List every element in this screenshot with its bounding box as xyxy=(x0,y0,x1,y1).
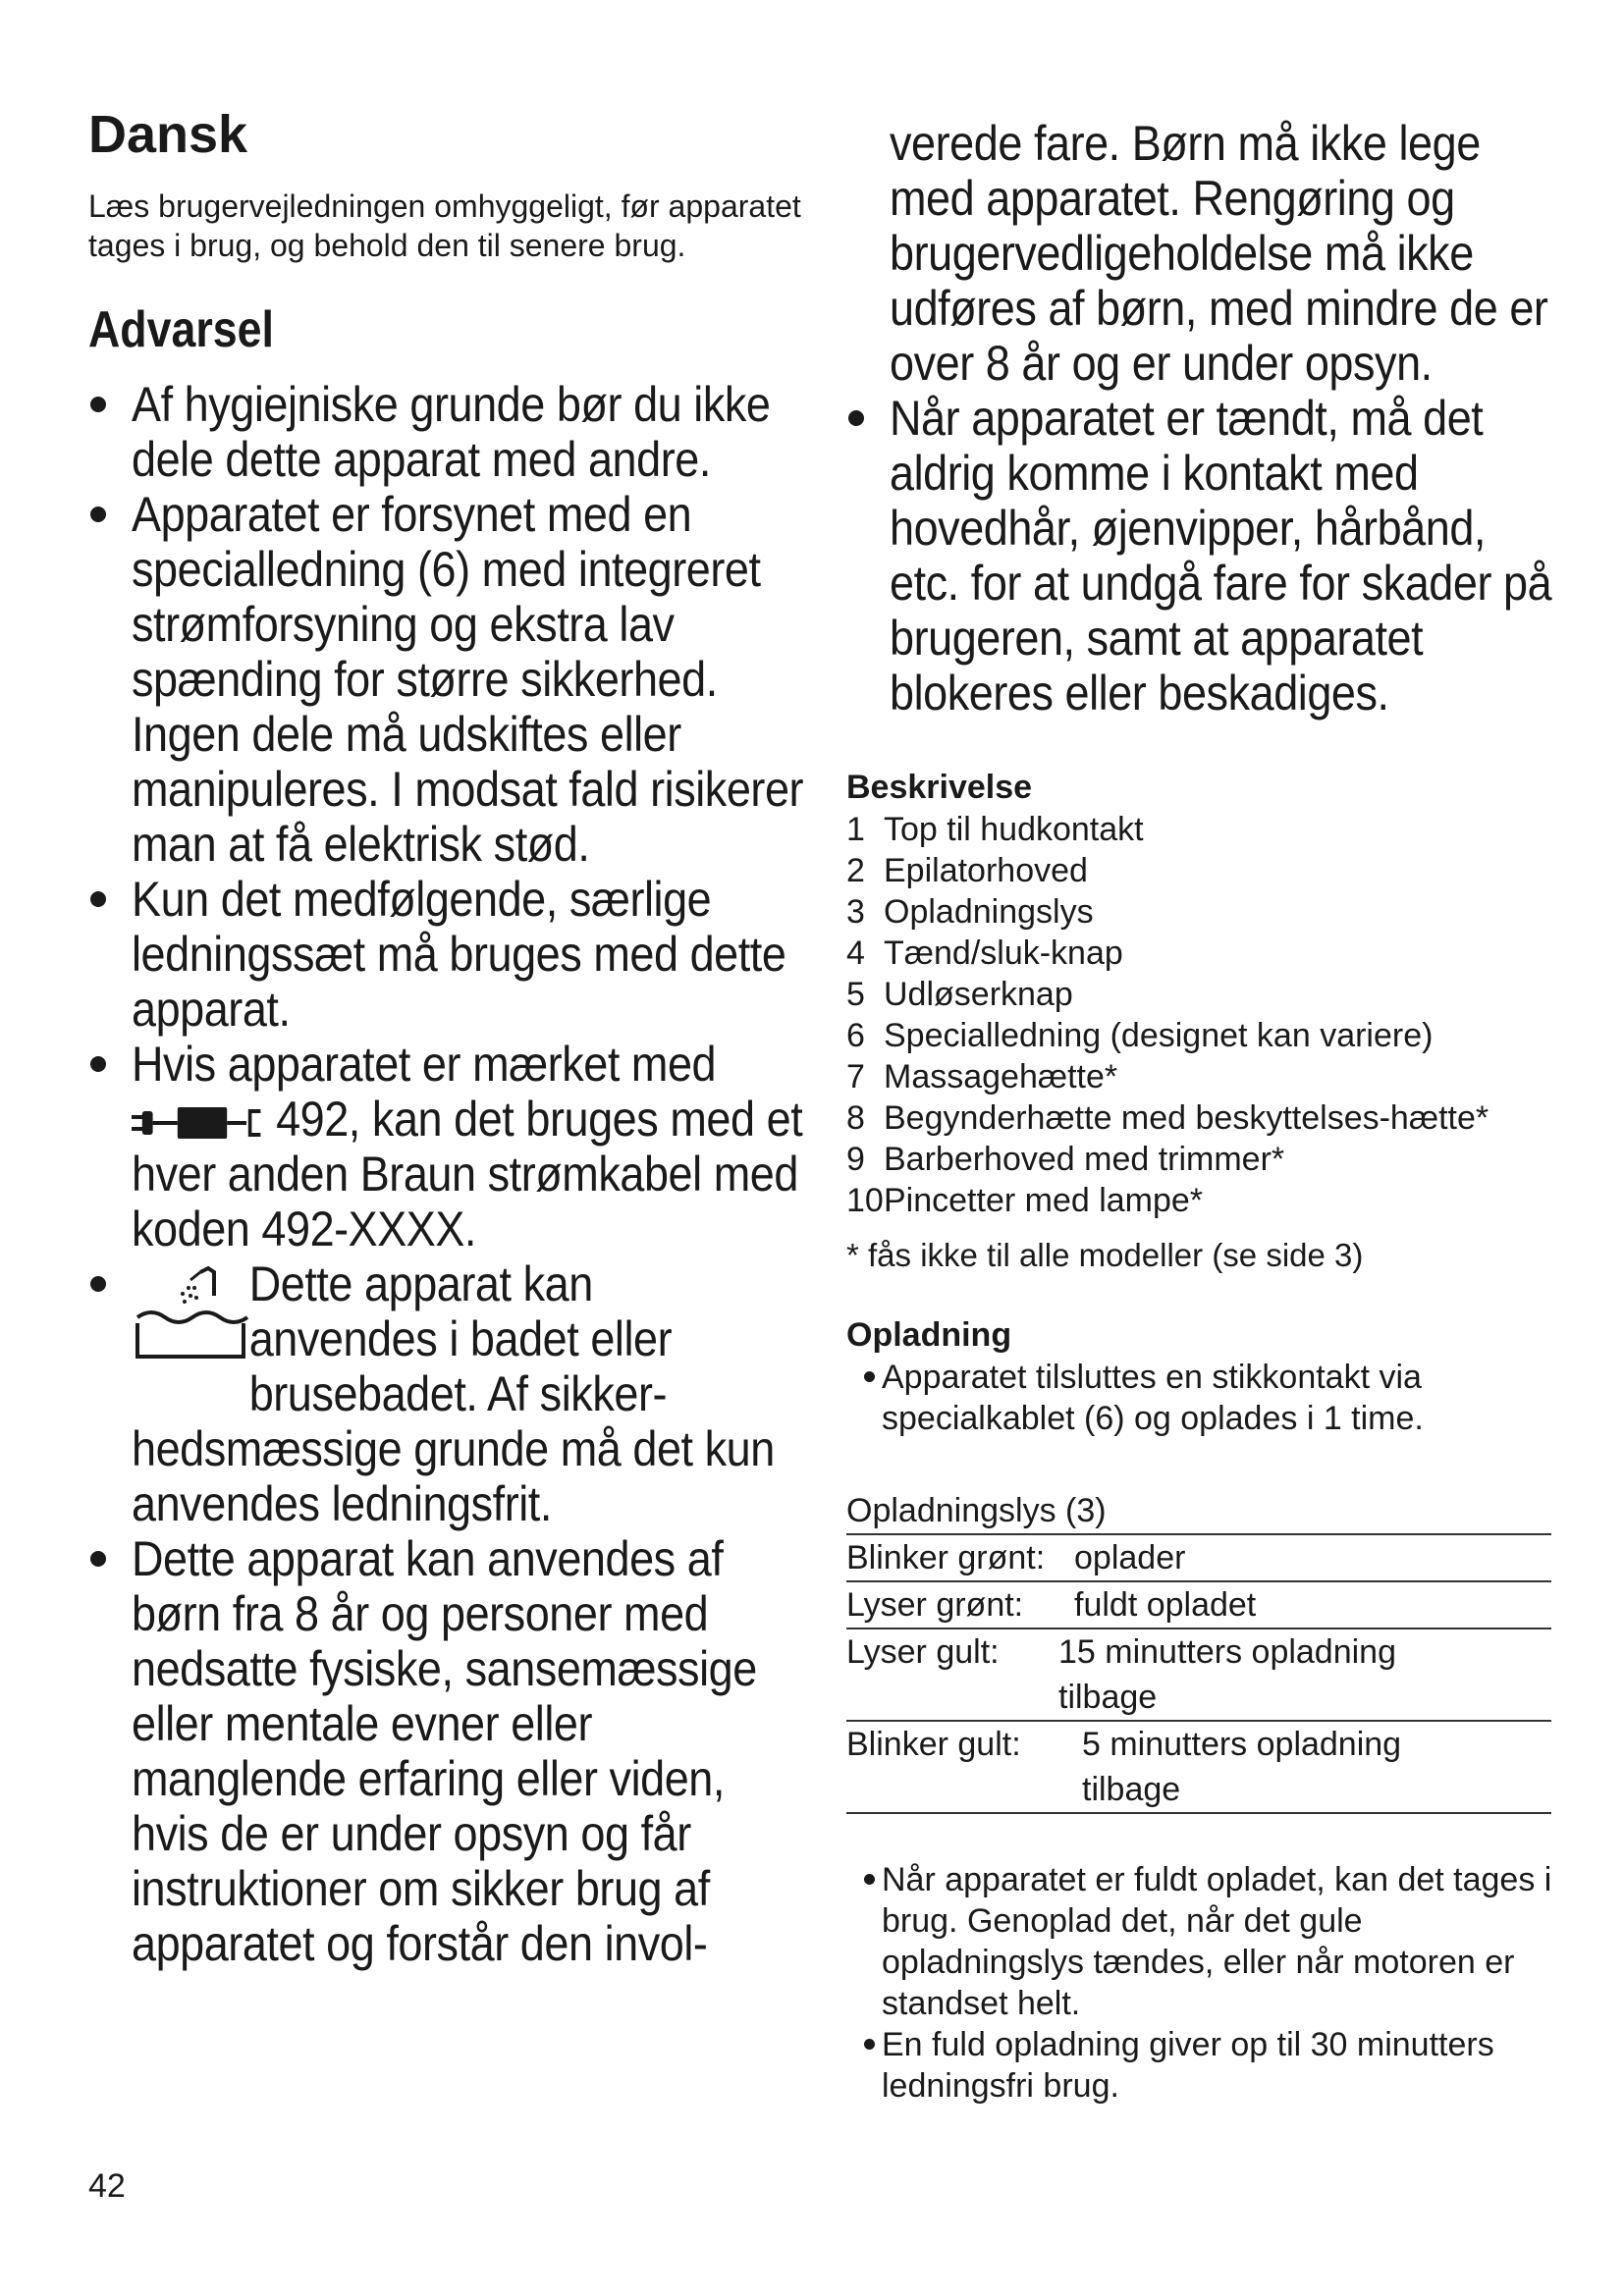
bullet-dot-icon xyxy=(90,1276,106,1292)
table-row: Lyser gult: 15 minutters opladning tilbage xyxy=(846,1629,1551,1722)
charging-light-table xyxy=(846,1488,1551,1814)
warning-title: Advarsel xyxy=(88,301,274,358)
footnote: * fås ikke til alle modeller (se side 3) xyxy=(846,1237,1364,1273)
warning-item: Dette apparat kan anvendes af børn fra 8 år og personer med nedsatte fysiske, sansemæssige eller mentale evner eller manglende erfaring eller viden, hvis de er under opsyn og får instruktioner om sikker brug af apparatet og forstår den invol- xyxy=(88,1531,805,1971)
table-row: Blinker grønt: oplader xyxy=(846,1535,1551,1582)
list-item: En fuld opladning giver op til 30 minutters ledningsfri brug. xyxy=(846,2024,1563,2107)
page-number: 42 xyxy=(88,2167,126,2205)
charging-title: Opladning xyxy=(846,1316,1012,1354)
table-header-row: Opladningslys (3) xyxy=(846,1488,1551,1535)
description-title: Beskrivelse xyxy=(846,769,1033,806)
power-plug-icon xyxy=(132,1103,264,1143)
list-item: 10 Pincetter med lampe* xyxy=(846,1182,1204,1219)
list-item: 4 Tænd/sluk-knap xyxy=(846,934,1123,972)
list-item: Apparatet tilsluttes en stikkontakt via specialkablet (6) og oplades i 1 time. xyxy=(846,1357,1563,1439)
list-item: 9 Barberhoved med trimmer* xyxy=(846,1141,1285,1178)
list-item: Når apparatet er fuldt opladet, kan det tages i brug. Genoplad det, når det gule opladningslys tændes, eller når motoren er standset helt. xyxy=(846,1859,1563,2024)
warning-list xyxy=(88,377,805,1971)
bullet-dot-icon xyxy=(90,1056,106,1072)
table-row: Lyser grønt: fuldt opladet xyxy=(846,1582,1551,1629)
language-title: Dansk xyxy=(88,105,248,164)
bullet-dot-icon xyxy=(90,397,106,412)
warning-list-continued xyxy=(846,391,1563,721)
list-item: 1 Top til hudkontakt xyxy=(846,811,1144,848)
list-item: 6 Specialledning (designet kan variere) xyxy=(846,1017,1434,1054)
list-item: 5 Udløserknap xyxy=(846,976,1073,1013)
bullet-dot-icon xyxy=(848,410,864,426)
warning-item-bath: Dette apparat kan anvendes i badet eller brusebadet. Af sikker- hedsmæssige grunde må det kun anvendes ledningsfrit. xyxy=(88,1256,805,1531)
charging-section xyxy=(846,1315,1563,2107)
bullet-dot-icon xyxy=(90,507,106,522)
warning-item: Når apparatet er tændt, må det aldrig komme i kontakt med hovedhår, øjenvipper, hårbånd, etc. for at undgå fare for skader på brugeren, samt at apparatet blokeres eller beskadiges. xyxy=(846,391,1563,721)
charging-notes-list xyxy=(846,1859,1563,2107)
warning-item: Af hygiejniske grunde bør du ikke dele dette apparat med andre. xyxy=(88,377,805,487)
bullet-dot-icon xyxy=(90,1551,106,1567)
list-item: 3 Opladningslys xyxy=(846,893,1094,931)
bullet-dot-icon xyxy=(90,891,106,907)
intro-text: Læs brugervejledningen omhyggeligt, før apparatet tages i brug, og behold den til senere brug. xyxy=(88,188,801,263)
warning-item: Kun det medfølgende, særlige ledningssæt må bruges med dette apparat. xyxy=(88,872,805,1037)
table-row: Blinker gult: 5 minutters opladning tilbage xyxy=(846,1722,1551,1814)
list-item: 2 Epilatorhoved xyxy=(846,852,1088,889)
left-column xyxy=(88,105,805,1971)
parts-list xyxy=(846,809,1563,1221)
charging-list xyxy=(846,1357,1563,1439)
warning-item: Apparatet er forsynet med en specialledning (6) med integreret strømforsyning og ekstra lav spænding for større sikkerhed. Ingen dele må udskiftes eller manipuleres. I modsat fald risikerer man at få elektrisk stød. xyxy=(88,487,805,872)
list-item: 8 Begynderhætte med beskyttelses-hætte* xyxy=(846,1099,1489,1137)
continued-text: verede fare. Børn må ikke lege med apparatet. Rengøring og brugervedligeholdelse må ikke udføres af børn, med mindre de er over 8 år og er under opsyn. xyxy=(890,116,1548,391)
description-section xyxy=(846,768,1563,1276)
right-column xyxy=(846,116,1563,2107)
list-item: 7 Massagehætte* xyxy=(846,1058,1118,1095)
warning-item-plug: Hvis apparatet er mærket med 492, kan det bruges med et hver anden Braun strømkabel med koden 492-XXXX. xyxy=(88,1037,805,1256)
